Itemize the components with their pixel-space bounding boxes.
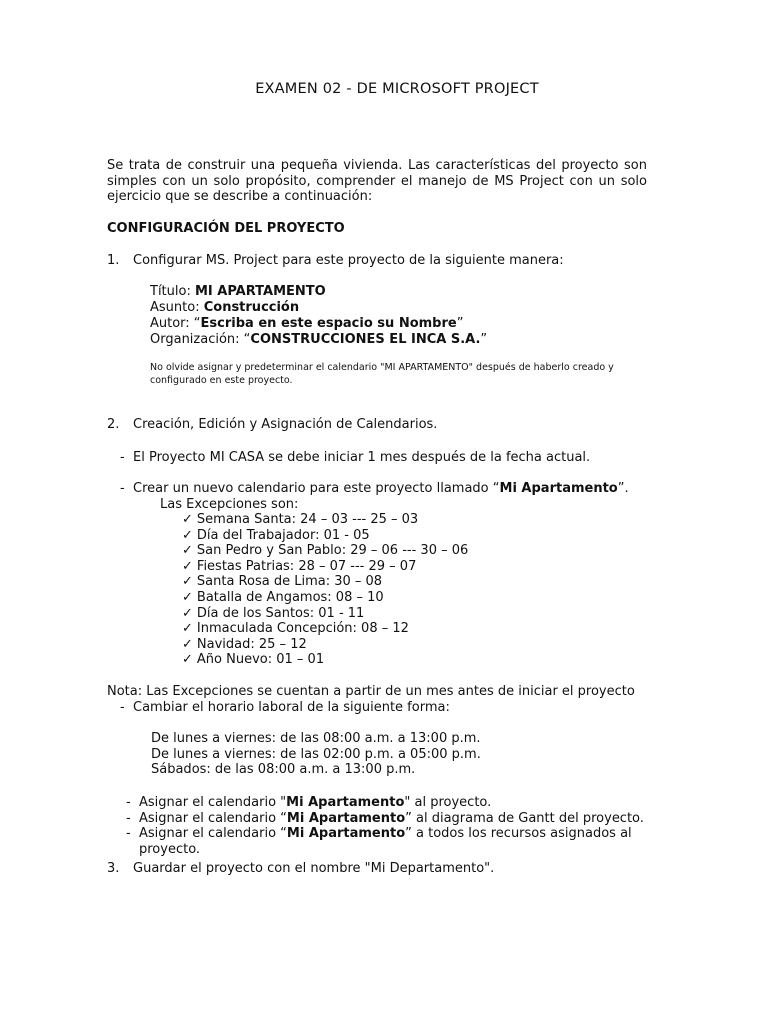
note-line: No olvide asignar y predeterminar el calendario "MI APARTAMENTO" después de haberlo creado y xyxy=(150,362,614,373)
exception-item: ✓ Santa Rosa de Lima: 30 – 08 xyxy=(182,574,468,590)
assign-post: ” al diagrama de Gantt del proyecto. xyxy=(405,810,644,826)
schedule-line: Sábados: de las 08:00 a.m. a 13:00 p.m. xyxy=(151,762,416,778)
list-item-post: ”. xyxy=(617,481,629,496)
exception-item: ✓ Inmaculada Concepción: 08 – 12 xyxy=(182,621,468,637)
list-item-bold: Mi Apartamento xyxy=(499,481,618,496)
list-item-text: El Proyecto MI CASA se debe iniciar 1 mes después de la fecha actual. xyxy=(133,450,591,465)
property-titulo xyxy=(150,284,326,300)
calendar-note xyxy=(150,361,614,387)
exceptions-list xyxy=(182,512,468,668)
property-label: Título: xyxy=(150,284,195,299)
schedule-list xyxy=(151,731,481,778)
property-value: CONSTRUCCIONES EL INCA S.A. xyxy=(250,332,481,347)
intro-paragraph xyxy=(107,158,647,205)
assign-pre: Asignar el calendario " xyxy=(139,795,287,810)
list-item-text: Cambiar el horario laboral de la siguiente forma: xyxy=(133,700,450,715)
list-item-pre: Crear un nuevo calendario para este proyecto llamado “ xyxy=(133,481,500,496)
assign-item xyxy=(126,795,644,811)
property-value: Escriba en este espacio su Nombre xyxy=(200,316,457,331)
assign-item xyxy=(126,826,644,842)
property-close-quote: ” xyxy=(480,332,488,347)
exception-item: ✓ Fiestas Patrias: 28 – 07 --- 29 – 07 xyxy=(182,559,468,575)
exceptions-label: Las Excepciones son: xyxy=(160,497,299,512)
assign-list xyxy=(126,795,644,857)
list-item xyxy=(120,481,629,497)
intro-line: simples con un solo propósito, comprender el manejo de MS Project con un solo xyxy=(107,173,647,189)
intro-line: ejercicio que se describe a continuación: xyxy=(107,189,373,205)
assign-item xyxy=(126,811,644,827)
exception-item: ✓ Semana Santa: 24 – 03 --- 25 – 03 xyxy=(182,512,468,528)
dash-bullet: - xyxy=(120,481,125,496)
step-number: 3. xyxy=(107,861,120,876)
dash-bullet: - xyxy=(120,450,125,465)
assign-continuation: proyecto. xyxy=(139,841,201,857)
step-text: Guardar el proyecto con el nombre "Mi Departamento". xyxy=(133,861,495,876)
dash-bullet: - xyxy=(126,810,131,826)
exception-item: ✓ San Pedro y San Pablo: 29 – 06 --- 30 – 06 xyxy=(182,543,468,559)
property-value: Construcción xyxy=(203,300,300,315)
step-text: Configurar MS. Project para este proyecto de la siguiente manera: xyxy=(133,253,564,268)
property-organizacion xyxy=(150,332,487,348)
list-item xyxy=(120,700,450,716)
step-3 xyxy=(107,861,495,877)
exception-item: ✓ Día de los Santos: 01 - 11 xyxy=(182,606,468,622)
exception-item: ✓ Año Nuevo: 01 – 01 xyxy=(182,652,468,668)
page-title: EXAMEN 02 - DE MICROSOFT PROJECT xyxy=(255,81,539,97)
exception-item: ✓ Navidad: 25 – 12 xyxy=(182,637,468,653)
note-line: configurado en este proyecto. xyxy=(150,375,293,386)
assign-pre: Asignar el calendario “ xyxy=(139,810,287,826)
step-text: Creación, Edición y Asignación de Calendarios. xyxy=(133,417,438,432)
property-label: Asunto: xyxy=(150,300,204,315)
assign-bold: Mi Apartamento xyxy=(286,826,406,842)
assign-bold: Mi Apartamento xyxy=(286,795,405,810)
dash-bullet: - xyxy=(120,700,125,715)
dash-bullet: - xyxy=(126,795,131,810)
step-number: 1. xyxy=(107,253,120,268)
step-2 xyxy=(107,417,438,433)
list-item xyxy=(120,450,590,466)
property-close-quote: ” xyxy=(456,316,464,331)
assign-pre: Asignar el calendario “ xyxy=(139,826,287,842)
section-heading: CONFIGURACIÓN DEL PROYECTO xyxy=(107,221,345,236)
property-value: MI APARTAMENTO xyxy=(194,284,326,299)
property-label: Organización: “ xyxy=(150,332,251,347)
exception-item: ✓ Batalla de Angamos: 08 – 10 xyxy=(182,590,468,606)
dash-bullet: - xyxy=(126,826,131,842)
property-autor xyxy=(150,316,463,332)
step-1 xyxy=(107,253,564,269)
assign-post: ” a todos los recursos asignados al xyxy=(405,826,632,842)
schedule-line: De lunes a viernes: de las 08:00 a.m. a 13:00 p.m. xyxy=(151,731,481,746)
nota: Nota: Las Excepciones se cuentan a partir de un mes antes de iniciar el proyecto xyxy=(107,684,635,699)
exception-item: ✓ Día del Trabajador: 01 - 05 xyxy=(182,528,468,544)
property-asunto xyxy=(150,300,299,316)
intro-line: Se trata de construir una pequeña vivienda. Las características del proyecto son xyxy=(107,158,647,173)
step-number: 2. xyxy=(107,417,120,432)
property-label: Autor: “ xyxy=(150,316,201,331)
schedule-line: De lunes a viernes: de las 02:00 p.m. a 05:00 p.m. xyxy=(151,746,481,762)
assign-bold: Mi Apartamento xyxy=(286,810,406,826)
assign-post: " al proyecto. xyxy=(404,795,492,810)
